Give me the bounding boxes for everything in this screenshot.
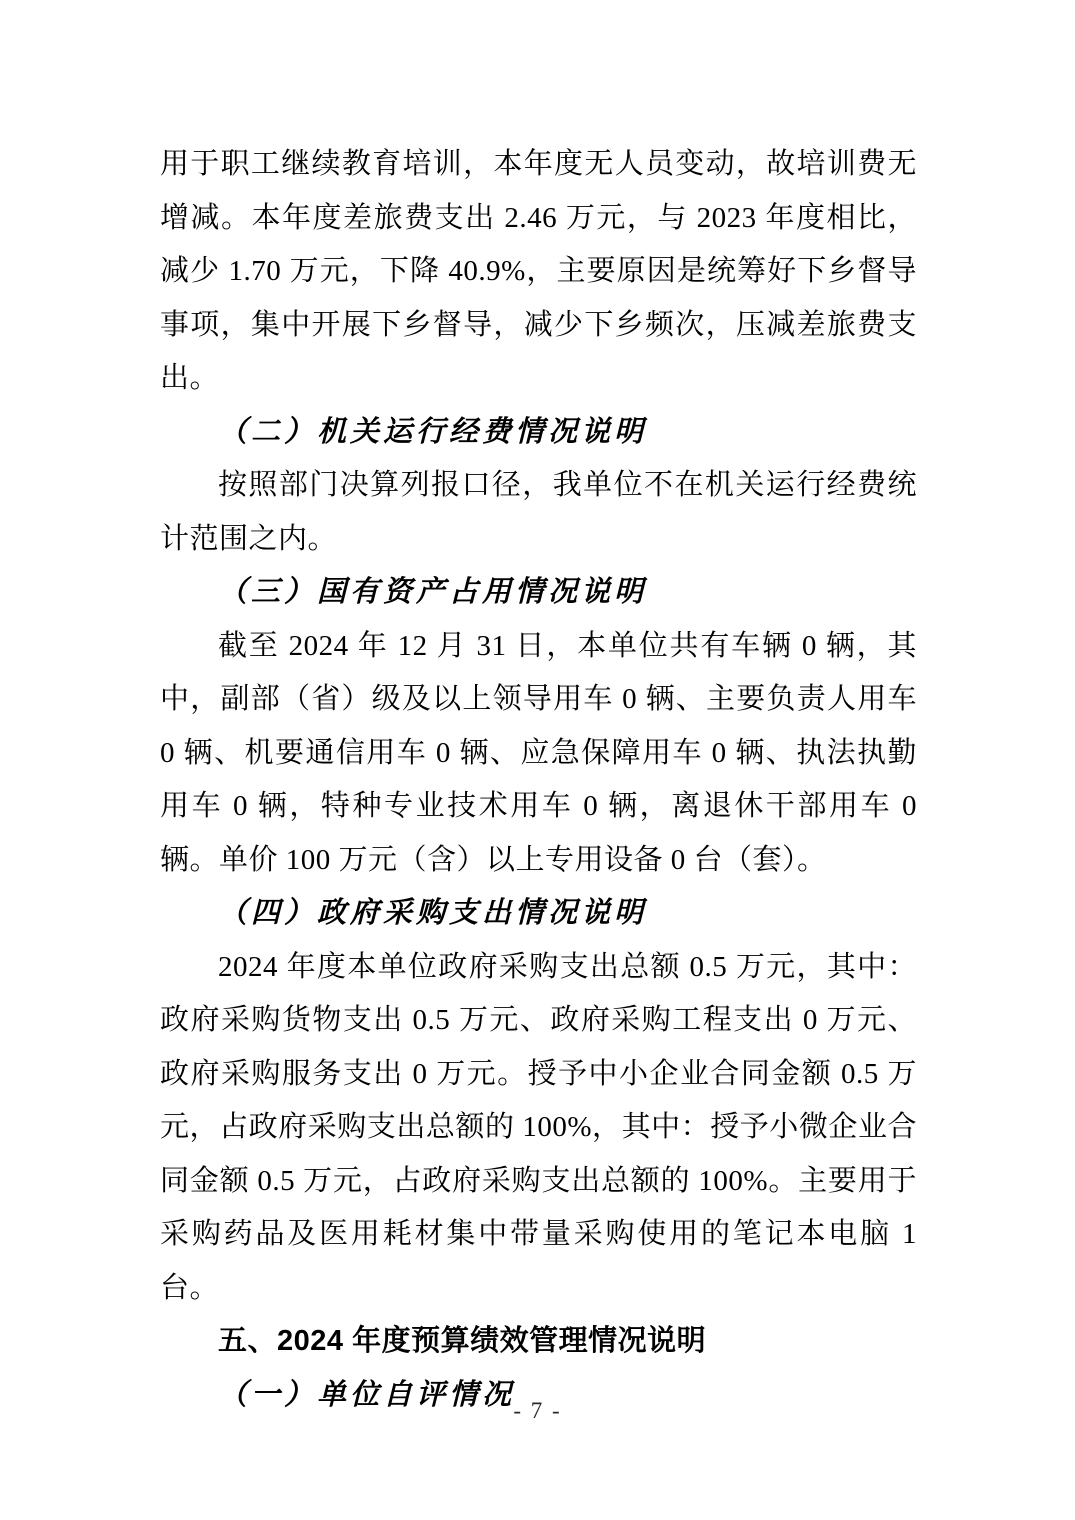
paragraph-operating-funds: 按照部门决算列报口径，我单位不在机关运行经费统计范围之内。 (160, 469, 917, 555)
heading-section-1-self-evaluation: （一）单位自评情况 (218, 1378, 516, 1411)
page-footer (0, 1398, 1075, 1424)
paragraph-training-and-travel-expense: 用于职工继续教育培训，本年度无人员变动，故培训费无增减。本年度差旅费支出 2.46 万元，与 2023 年度相比，减少 1.70 万元，下降 40.9%，主要原因是统筹好下乡督导事项，集中开展下乡督导，减少下乡频次，压减差旅费支出。 (160, 148, 917, 394)
document-body (160, 138, 917, 1422)
paragraph-state-assets-vehicles: 截至 2024 年 12 月 31 日，本单位共有车辆 0 辆，其中，副部（省）级及以上领导用车 0 辆、主要负责人用车 0 辆、机要通信用车 0 辆、应急保障用车 0 辆、执法执勤用车 0 辆，特种专业技术用车 0 辆，离退休干部用车 0 辆。单价 100 万元（含）以上专用设备 0 台（套）。 (160, 629, 917, 876)
heading-chapter-5-budget-performance: 五、2024 年度预算绩效管理情况说明 (218, 1325, 707, 1357)
heading-section-2-operating-funds: （二）机关运行经费情况说明 (218, 415, 648, 448)
heading-section-4-government-procurement: （四）政府采购支出情况说明 (218, 897, 648, 929)
paragraph-government-procurement: 2024 年度本单位政府采购支出总额 0.5 万元，其中：政府采购货物支出 0.5 万元、政府采购工程支出 0 万元、政府采购服务支出 0 万元。授予中小企业合同金额 0.5 万元，占政府采购支出总额的 100%，其中：授予小微企业合同金额 0.5 万元，占政府采购支出总额的 100%。主要用于采购药品及医用耗材集中带量采购使用的笔记本电脑 1 台。 (160, 950, 917, 1304)
page-number: - 7 - (513, 1398, 562, 1423)
heading-section-3-state-assets: （三）国有资产占用情况说明 (218, 576, 648, 608)
